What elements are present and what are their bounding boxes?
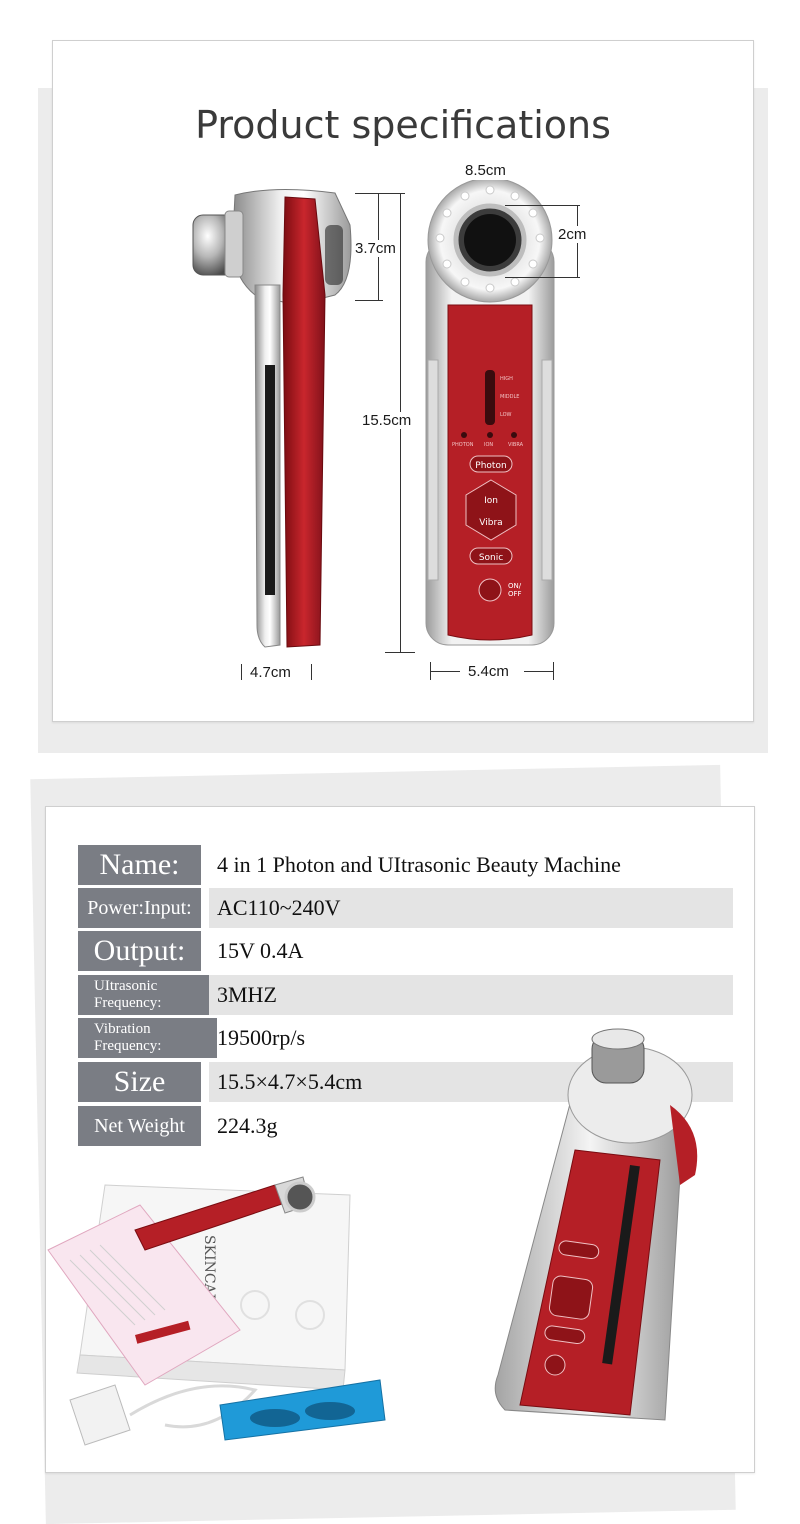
dim-line-width-right-h — [524, 671, 554, 672]
dim-line-probe-top — [505, 205, 580, 206]
spec-label-vibration-line2: Frequency: — [94, 1038, 162, 1054]
spec-value-output: 15V 0.4A — [217, 938, 304, 963]
device-front-view — [420, 180, 560, 650]
package-contents-illustration — [45, 1175, 405, 1460]
dim-probe-diameter: 2cm — [558, 226, 587, 243]
spec-value-name: 4 in 1 Photon and UItrasonic Beauty Machine — [217, 852, 621, 877]
device-angled-view — [480, 1025, 710, 1430]
spec-label-vibration-line1: Vibration — [94, 1021, 151, 1037]
svg-text:OFF: OFF — [508, 590, 522, 598]
spec-label-weight: Net Weight — [78, 1106, 201, 1146]
dim-length: 15.5cm — [362, 412, 412, 429]
svg-text:ON/: ON/ — [508, 582, 522, 590]
dim-body-width: 5.4cm — [468, 663, 509, 680]
svg-text:Sonic: Sonic — [478, 553, 504, 563]
spec-label-power: Power:Input: — [78, 888, 201, 928]
svg-text:PHOTON: PHOTON — [452, 442, 474, 448]
dim-side-depth: 4.7cm — [250, 664, 291, 681]
svg-text:Vibra: Vibra — [479, 518, 503, 528]
dim-line-length-bottom — [385, 652, 415, 653]
spec-row-output — [78, 931, 733, 971]
svg-text:MIDDLE: MIDDLE — [500, 394, 520, 400]
svg-text:LOW: LOW — [500, 412, 512, 418]
device-side-view — [185, 185, 365, 660]
spec-value-vibration: 19500rp/s — [217, 1025, 305, 1050]
dim-head-height: 3.7cm — [355, 240, 396, 257]
spec-label-ultrasonic-line1: UItrasonic — [94, 978, 158, 994]
spec-value-size: 15.5×4.7×5.4cm — [209, 1062, 733, 1102]
dim-line-head-bottom — [355, 300, 383, 301]
spec-label-output: Output: — [78, 931, 201, 971]
spec-label-size: Size — [78, 1062, 201, 1102]
svg-text:VIBRA: VIBRA — [508, 442, 524, 448]
spec-title: Product specifications — [195, 103, 611, 147]
dim-line-side-left — [241, 664, 242, 680]
dim-line-width-right — [553, 662, 554, 680]
svg-text:ION: ION — [484, 442, 494, 448]
spec-value-power: AC110~240V — [209, 888, 733, 928]
level-high-text: HIGH — [500, 376, 513, 382]
dim-line-side-right — [311, 664, 312, 680]
spec-label-ultrasonic — [78, 975, 217, 1015]
dim-line-probe-bottom — [505, 277, 580, 278]
spec-value-weight: 224.3g — [217, 1113, 278, 1138]
spec-row-power — [78, 888, 733, 928]
spec-value-ultrasonic: 3MHZ — [209, 975, 733, 1015]
spec-row-ultrasonic — [78, 975, 733, 1015]
dim-line-width-left-h — [430, 671, 460, 672]
svg-text:Ion: Ion — [484, 496, 498, 506]
spec-row-name — [78, 845, 733, 885]
box-brand-text: SKINCARE — [201, 1235, 217, 1315]
spec-label-name: Name: — [78, 845, 201, 885]
dim-head-width: 8.5cm — [465, 162, 506, 179]
dim-line-head-top — [355, 193, 405, 194]
spec-card — [52, 40, 754, 722]
svg-text:Photon: Photon — [475, 461, 507, 471]
spec-label-ultrasonic-line2: Frequency: — [94, 995, 162, 1011]
spec-label-vibration — [78, 1018, 217, 1058]
